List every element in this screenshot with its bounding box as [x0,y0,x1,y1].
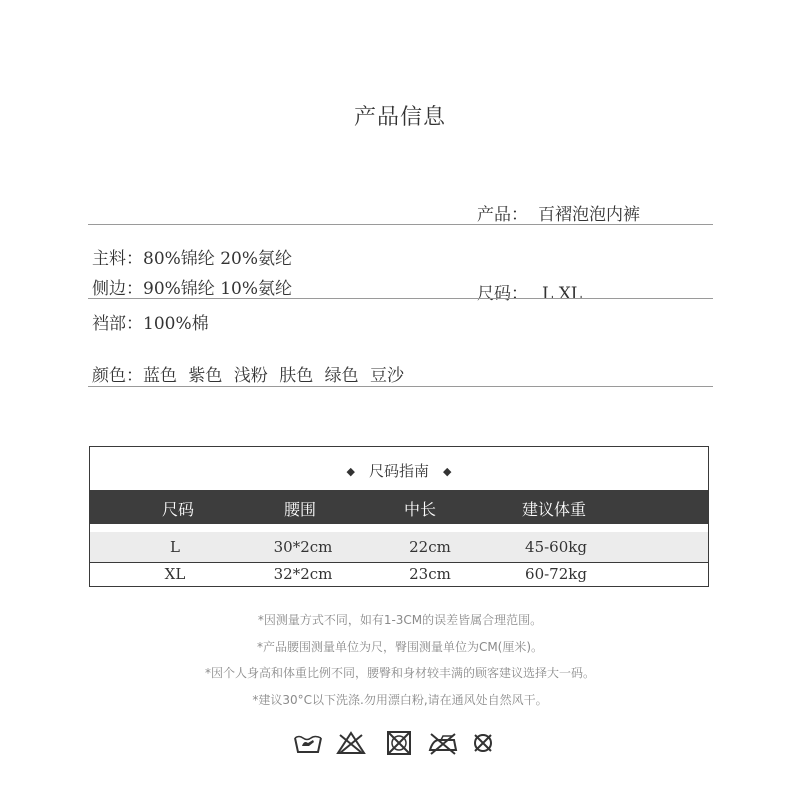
hand-wash-icon [293,730,323,756]
colors-row [92,361,404,386]
colors-label: 颜色： [92,366,143,386]
cell-length: 22cm [409,538,451,556]
table-row [90,564,708,586]
row-divider [90,562,708,563]
material-side: 侧边：90%锦纶 10%氨纶 [92,279,292,299]
no-iron-icon [427,730,459,756]
header-waist: 腰围 [283,500,316,519]
no-bleach-icon [336,730,366,756]
divider [88,298,713,299]
size-guide-heading: 尺码指南 [368,462,429,480]
cell-waist: 30*2cm [273,538,333,556]
no-dry-clean-icon [471,730,495,756]
cell-size: XL [164,565,186,583]
note-fit: *因个人身高和体重比例不同，腰臀和身材较丰满的顾客建议选择大一码。 [204,666,595,680]
note-washing: *建议30°C以下洗涤.勿用漂白粉,请在通风处自然风干。 [252,693,548,707]
header-weight: 建议体重 [521,500,586,519]
product-name-row [477,200,640,225]
color-item: 紫色 [188,366,223,386]
color-item: 蓝色 [143,366,177,386]
size-row [477,279,582,304]
material-crotch: 裆部：100%棉 [92,314,209,334]
material-main: 主料：80%锦纶 20%氨纶 [92,249,292,269]
size-guide-title [90,460,708,481]
product-label: 产品： [477,205,528,225]
product-value: 百褶泡泡内裤 [538,205,640,225]
size-guide-table [89,446,709,587]
cell-weight: 45-60kg [525,538,587,556]
diamond-icon: ◆ [443,465,452,478]
size-label: 尺码： [477,284,528,304]
header-size: 尺码 [161,500,194,519]
no-tumble-dry-icon [386,730,412,756]
divider [88,224,713,225]
color-item: 肤色 [279,366,314,386]
page-title: 产品信息 [353,105,446,130]
table-row [90,532,708,562]
note-units: *产品腰围测量单位为尺，臀围测量单位为CM(厘米)。 [256,640,544,654]
cell-size: L [170,538,180,556]
color-item: 绿色 [324,366,359,386]
cell-length: 23cm [409,565,451,583]
size-value: L XL [542,284,583,304]
header-length: 中长 [403,500,436,519]
color-item: 浅粉 [233,366,268,386]
note-measurement: *因测量方式不同，如有1-3CM的误差皆属合理范围。 [257,613,543,627]
divider [88,386,713,387]
cell-weight: 60-72kg [525,565,587,583]
table-header [90,490,708,524]
color-item: 豆沙 [370,366,405,386]
diamond-icon: ◆ [346,465,355,478]
cell-waist: 32*2cm [273,565,333,583]
